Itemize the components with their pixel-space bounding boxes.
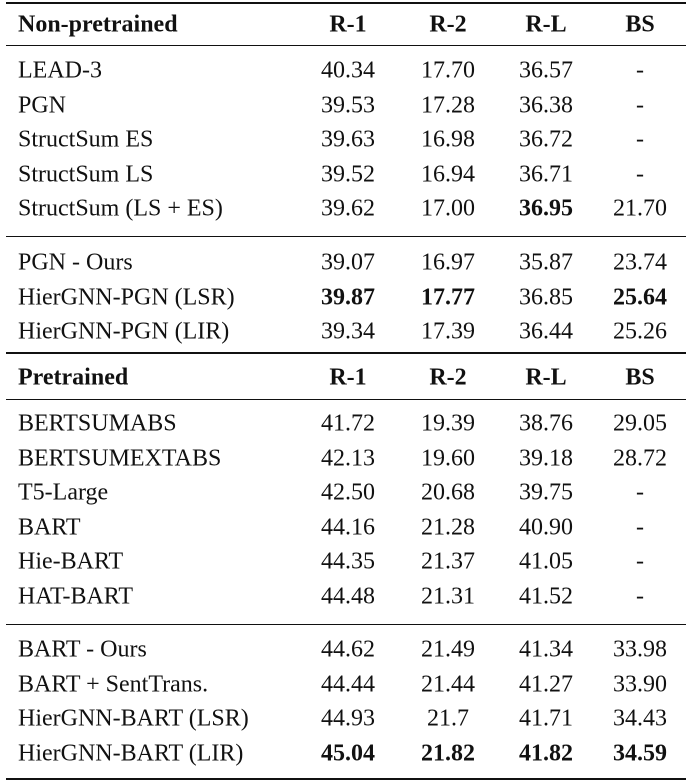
- group1-rule: [6, 236, 686, 237]
- table-row: [6, 123, 686, 157]
- r2-value: 17.39: [421, 318, 475, 345]
- model-name: PGN - Ours: [18, 249, 133, 276]
- rl-value: 36.95: [519, 195, 573, 222]
- r1-value: 39.53: [321, 92, 375, 119]
- bs-value: -: [636, 548, 644, 575]
- model-name: PGN: [18, 92, 67, 119]
- r2-value: 16.94: [421, 161, 475, 188]
- model-name: LEAD-3: [18, 57, 102, 84]
- bs-value: 25.64: [613, 284, 667, 311]
- model-name: HAT-BART: [18, 583, 134, 610]
- header2-rule: [6, 399, 686, 400]
- model-name: BERTSUMEXTABS: [18, 445, 222, 472]
- r1-value: 44.48: [321, 583, 375, 610]
- r1-value: 41.72: [321, 410, 375, 437]
- r1-value: 39.52: [321, 161, 375, 188]
- rl-value: 36.71: [519, 161, 573, 188]
- bs-value: 33.98: [613, 636, 667, 663]
- table-row: [6, 633, 686, 667]
- rl-value: 40.90: [519, 514, 573, 541]
- r1-value: 42.13: [321, 445, 375, 472]
- bs-value: -: [636, 92, 644, 119]
- rl-value: 41.05: [519, 548, 573, 575]
- r1-value: 39.87: [321, 284, 375, 311]
- group3-rule: [6, 624, 686, 625]
- r2-value: 17.00: [421, 195, 475, 222]
- r2-value: 21.37: [421, 548, 475, 575]
- model-name: BART: [18, 514, 81, 541]
- bs-value: 25.26: [613, 318, 667, 345]
- table-row: [6, 281, 686, 315]
- col-header-r2: R-2: [429, 11, 467, 38]
- bs-value: -: [636, 514, 644, 541]
- model-name: BERTSUMABS: [18, 410, 177, 437]
- table-row: [6, 315, 686, 349]
- bs-value: 29.05: [613, 410, 667, 437]
- rl-value: 36.38: [519, 92, 573, 119]
- table-row: [6, 511, 686, 545]
- rl-value: 41.82: [519, 740, 573, 767]
- header-row-pretrained: [6, 361, 686, 395]
- bs-value: -: [636, 161, 644, 188]
- rl-value: 35.87: [519, 249, 573, 276]
- r2-value: 21.31: [421, 583, 475, 610]
- model-name: StructSum (LS + ES): [18, 195, 223, 222]
- r1-value: 42.50: [321, 479, 375, 506]
- bs-value: 28.72: [613, 445, 667, 472]
- model-name: HierGNN-PGN (LIR): [18, 318, 230, 345]
- bs-value: 21.70: [613, 195, 667, 222]
- r1-value: 39.34: [321, 318, 375, 345]
- r1-value: 39.62: [321, 195, 375, 222]
- section-title: Pretrained: [18, 364, 129, 391]
- col-header-bs: BS: [625, 11, 655, 38]
- bs-value: 34.59: [613, 740, 667, 767]
- table-row: [6, 476, 686, 510]
- r2-value: 17.28: [421, 92, 475, 119]
- model-name: HierGNN-BART (LSR): [18, 705, 249, 732]
- table-row: [6, 158, 686, 192]
- model-name: StructSum LS: [18, 161, 154, 188]
- rl-value: 36.57: [519, 57, 573, 84]
- header1-rule: [6, 45, 686, 46]
- r2-value: 16.98: [421, 126, 475, 153]
- bottom-rule: [6, 778, 686, 780]
- table-row: [6, 737, 686, 771]
- model-name: HierGNN-BART (LIR): [18, 740, 244, 767]
- table-row: [6, 668, 686, 702]
- bs-value: 33.90: [613, 671, 667, 698]
- r2-value: 19.39: [421, 410, 475, 437]
- bs-value: 34.43: [613, 705, 667, 732]
- r2-value: 21.7: [427, 705, 469, 732]
- r2-value: 17.70: [421, 57, 475, 84]
- table-row: [6, 407, 686, 441]
- col-header-r1: R-1: [329, 11, 367, 38]
- col-header-rl: R-L: [525, 364, 567, 391]
- r1-value: 45.04: [321, 740, 375, 767]
- model-name: BART + SentTrans.: [18, 671, 209, 698]
- rl-value: 41.71: [519, 705, 573, 732]
- table-row: [6, 442, 686, 476]
- rl-value: 41.34: [519, 636, 573, 663]
- table-row: [6, 702, 686, 736]
- model-name: T5-Large: [18, 479, 109, 506]
- r1-value: 39.63: [321, 126, 375, 153]
- bs-value: -: [636, 57, 644, 84]
- table-row: [6, 580, 686, 614]
- bs-value: -: [636, 479, 644, 506]
- table-row: [6, 89, 686, 123]
- r1-value: 44.35: [321, 548, 375, 575]
- rl-value: 41.52: [519, 583, 573, 610]
- section-rule: [6, 352, 686, 354]
- r2-value: 21.28: [421, 514, 475, 541]
- bs-value: -: [636, 126, 644, 153]
- bs-value: -: [636, 583, 644, 610]
- table-row: [6, 192, 686, 226]
- rl-value: 39.18: [519, 445, 573, 472]
- rl-value: 38.76: [519, 410, 573, 437]
- r2-value: 21.49: [421, 636, 475, 663]
- col-header-rl: R-L: [525, 11, 567, 38]
- r1-value: 44.93: [321, 705, 375, 732]
- model-name: StructSum ES: [18, 126, 154, 153]
- r2-value: 16.97: [421, 249, 475, 276]
- top-rule: [6, 2, 686, 4]
- r1-value: 44.16: [321, 514, 375, 541]
- rl-value: 36.85: [519, 284, 573, 311]
- col-header-r1: R-1: [329, 364, 367, 391]
- col-header-bs: BS: [625, 364, 655, 391]
- bs-value: 23.74: [613, 249, 667, 276]
- r2-value: 19.60: [421, 445, 475, 472]
- col-header-r2: R-2: [429, 364, 467, 391]
- r2-value: 20.68: [421, 479, 475, 506]
- model-name: BART - Ours: [18, 636, 147, 663]
- rl-value: 39.75: [519, 479, 573, 506]
- table-row: [6, 545, 686, 579]
- table-row: [6, 246, 686, 280]
- r1-value: 39.07: [321, 249, 375, 276]
- r2-value: 21.82: [421, 740, 475, 767]
- model-name: HierGNN-PGN (LSR): [18, 284, 235, 311]
- rl-value: 36.72: [519, 126, 573, 153]
- model-name: Hie-BART: [18, 548, 124, 575]
- r2-value: 17.77: [421, 284, 475, 311]
- table-row: [6, 54, 686, 88]
- header-row-nonpretrained: [6, 8, 686, 42]
- r2-value: 21.44: [421, 671, 475, 698]
- r1-value: 44.62: [321, 636, 375, 663]
- rl-value: 36.44: [519, 318, 573, 345]
- r1-value: 44.44: [321, 671, 375, 698]
- section-title: Non-pretrained: [18, 11, 178, 38]
- r1-value: 40.34: [321, 57, 375, 84]
- rl-value: 41.27: [519, 671, 573, 698]
